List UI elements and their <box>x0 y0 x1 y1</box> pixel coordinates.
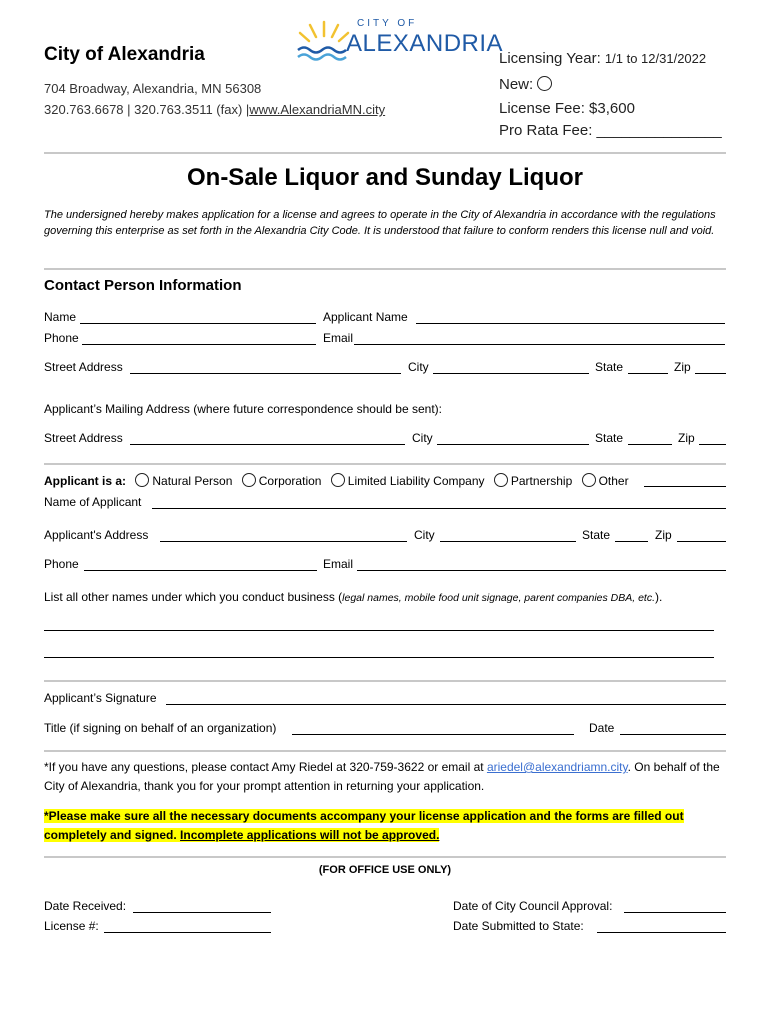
applicant-zip-field[interactable] <box>677 541 726 542</box>
applicant-address-field[interactable] <box>160 541 407 542</box>
signature-label: Applicant’s Signature <box>44 691 157 705</box>
title-field[interactable] <box>292 734 574 735</box>
natural-person-label: Natural Person <box>152 474 233 488</box>
city-field[interactable] <box>433 373 589 374</box>
mailing-city-label: City <box>412 431 433 445</box>
street-field[interactable] <box>130 373 401 374</box>
applicant-zip-label: Zip <box>655 528 672 542</box>
contact-email-link[interactable]: ariedel@alexandriamn.city <box>486 760 628 774</box>
other-names-label <box>44 590 662 604</box>
other-field[interactable] <box>644 486 726 487</box>
name-of-applicant-field[interactable] <box>152 508 726 509</box>
license-number-field[interactable] <box>104 932 271 933</box>
contact-email-label: Email <box>323 331 354 345</box>
license-fee: License Fee: $3,600 <box>499 100 635 117</box>
applicant-phone-label: Phone <box>44 557 79 571</box>
natural-person-radio[interactable] <box>135 473 149 487</box>
other-names-text: List all other names under which you conduct business ( <box>44 590 343 604</box>
zip-label: Zip <box>674 360 691 374</box>
warning-notice <box>44 807 728 845</box>
llc-label: Limited Liability Company <box>347 474 485 488</box>
city-label: City <box>408 360 429 374</box>
submitted-state-field[interactable] <box>597 932 726 933</box>
applicant-state-label: State <box>582 528 611 542</box>
title-label: Title (if signing on behalf of an organization) <box>44 721 277 735</box>
mailing-state-field[interactable] <box>628 444 672 445</box>
state-field[interactable] <box>628 373 668 374</box>
zip-field[interactable] <box>695 373 726 374</box>
contact-name-label: Name <box>44 310 77 324</box>
council-approval-field[interactable] <box>624 912 726 913</box>
state-label: State <box>595 360 624 374</box>
street-label: Street Address <box>44 360 123 374</box>
other-names-note: legal names, mobile food unit signage, parent companies DBA, etc. <box>342 592 656 604</box>
contact-phone-label: Phone <box>44 331 79 345</box>
applicant-phone-field[interactable] <box>84 570 317 571</box>
licensing-year <box>499 50 706 67</box>
mailing-zip-field[interactable] <box>699 444 726 445</box>
contact-name-field[interactable] <box>80 323 316 324</box>
new-label: New: <box>499 76 534 93</box>
questions-notice <box>44 758 730 796</box>
other-label: Other <box>598 474 629 488</box>
corporation-label: Corporation <box>258 474 322 488</box>
corporation-radio[interactable] <box>242 473 256 487</box>
contact-email-field[interactable] <box>354 344 725 345</box>
other-names-end: ). <box>655 590 663 604</box>
date-field[interactable] <box>620 734 726 735</box>
contact-phone-field[interactable] <box>82 344 316 345</box>
applicant-type-label: Applicant is a: <box>44 474 127 488</box>
divider <box>44 750 726 752</box>
pro-rata-fee: Pro Rata Fee: _______________ <box>499 122 722 139</box>
other-names-line-2[interactable] <box>44 657 714 658</box>
divider <box>44 152 726 154</box>
applicant-city-field[interactable] <box>440 541 576 542</box>
date-received-field[interactable] <box>133 912 271 913</box>
contact-heading: Contact Person Information <box>44 277 242 294</box>
org-address: 704 Broadway, Alexandria, MN 56308 <box>44 81 262 96</box>
signature-field[interactable] <box>166 704 726 705</box>
org-phones: 320.763.6678 | 320.763.3511 (fax) | <box>44 102 250 117</box>
partnership-radio[interactable] <box>494 473 508 487</box>
licensing-year-value: 1/1 to 12/31/2022 <box>604 51 707 66</box>
org-name: City of Alexandria <box>44 44 205 65</box>
other-radio[interactable] <box>582 473 596 487</box>
applicant-state-field[interactable] <box>615 541 648 542</box>
org-website[interactable]: www.AlexandriaMN.city <box>249 102 386 117</box>
partnership-label: Partnership <box>510 474 573 488</box>
name-of-applicant-label: Name of Applicant <box>44 495 142 509</box>
logo-main-text: ALEXANDRIA <box>346 30 504 57</box>
applicant-address-label: Applicant's Address <box>44 528 149 542</box>
council-approval-label: Date of City Council Approval: <box>453 899 613 913</box>
mailing-city-field[interactable] <box>437 444 589 445</box>
new-field <box>499 76 555 93</box>
mailing-state-label: State <box>595 431 624 445</box>
mailing-address-label: Applicant’s Mailing Address (where future correspondence should be sent): <box>44 402 443 416</box>
mailing-street-label: Street Address <box>44 431 123 445</box>
divider <box>44 856 726 858</box>
page-title: On-Sale Liquor and Sunday Liquor <box>186 164 583 191</box>
notice-text: *If you have any questions, please contact Amy Riedel at 320-759-3622 or email at <box>44 760 487 774</box>
intro-text: The undersigned hereby makes application for a license and agrees to operate in the City of Alexandria in accordance with the regulations governing this enterprise as set forth in the Alexandria City Code. It is understood that failure to conform renders this license null and void. <box>44 209 716 237</box>
warning-text: *Please make sure all the necessary documents accompany your license application and the forms are filled out completely and signed. <box>44 809 684 842</box>
applicant-name-field[interactable] <box>416 323 725 324</box>
org-contact <box>44 102 385 117</box>
divider <box>44 680 726 682</box>
mailing-street-field[interactable] <box>130 444 405 445</box>
logo-top-text: CITY OF <box>357 18 418 29</box>
other-names-line-1[interactable] <box>44 630 714 631</box>
new-radio[interactable] <box>537 76 552 91</box>
mailing-zip-label: Zip <box>678 431 695 445</box>
office-use-heading: (FOR OFFICE USE ONLY) <box>318 864 452 876</box>
applicant-type-row <box>44 473 629 488</box>
applicant-name-label: Applicant Name <box>323 310 408 324</box>
notice-text-end: . On behalf of the City of Alexandria, thank you for your prompt attention in returning your application. <box>44 760 720 793</box>
applicant-city-label: City <box>414 528 435 542</box>
licensing-year-label: Licensing Year: <box>499 50 601 67</box>
divider <box>44 268 726 270</box>
date-received-label: Date Received: <box>44 899 127 913</box>
submitted-state-label: Date Submitted to State: <box>453 919 584 933</box>
llc-radio[interactable] <box>331 473 345 487</box>
warning-underlined: Incomplete applications will not be approved. <box>180 828 440 842</box>
applicant-email-field[interactable] <box>357 570 726 571</box>
date-label: Date <box>589 721 615 735</box>
applicant-email-label: Email <box>323 557 354 571</box>
license-number-label: License #: <box>44 919 99 933</box>
divider <box>44 463 726 465</box>
